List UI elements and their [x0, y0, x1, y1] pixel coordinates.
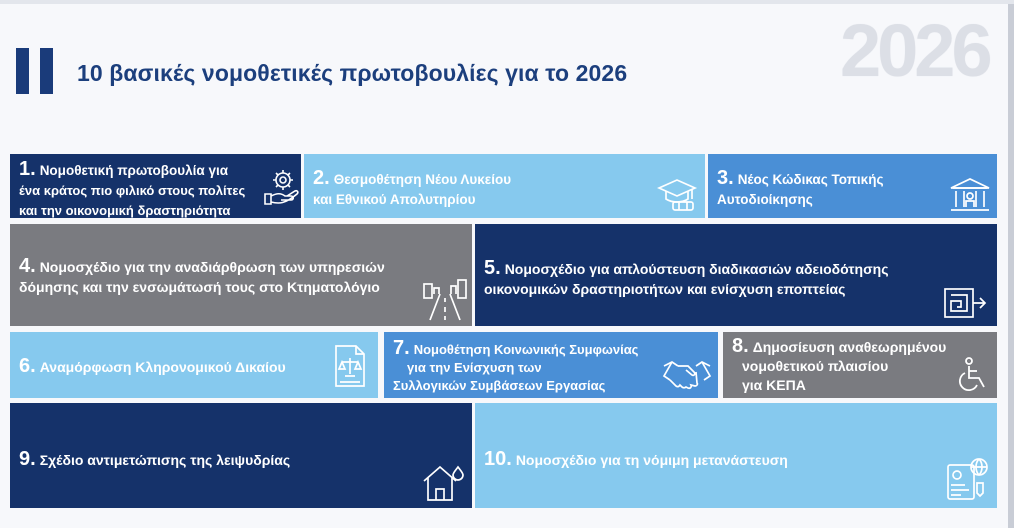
- initiative-tile-7: [384, 332, 718, 398]
- house-water-icon: [420, 461, 466, 503]
- initiative-number: 5.: [484, 257, 501, 279]
- initiative-tile-9: [10, 403, 472, 508]
- initiative-number: 7.: [393, 337, 410, 359]
- initiative-text: Αναμόρφωση Κληρονομικού Δικαίου: [39, 359, 286, 375]
- initiative-number: 6.: [19, 355, 36, 377]
- initiative-text: για την Ενίσχυση των: [407, 360, 542, 375]
- initiative-text: και Εθνικού Απολυτηρίου: [313, 192, 476, 207]
- initiative-text: Νομοσχέδιο για την αναδιάρθρωση των υπηρεσιών: [39, 259, 385, 275]
- initiative-text: Νομοθετική πρωτοβουλία για: [39, 163, 229, 178]
- initiative-text: Νέος Κώδικας Τοπικής: [737, 172, 884, 187]
- initiative-text: Σχέδιο αντιμετώπισης της λειψυδρίας: [39, 452, 291, 468]
- initiative-text: για ΚΕΠΑ: [742, 377, 806, 393]
- initiative-number: 3.: [717, 167, 734, 189]
- initiative-tile-10: [475, 403, 997, 508]
- initiative-text: Νομοθέτηση Κοινωνικής Συμφωνίας: [413, 342, 639, 357]
- initiative-number: 10.: [484, 448, 512, 470]
- initiative-number: 4.: [19, 255, 36, 277]
- initiative-tile-3: [708, 154, 997, 218]
- initiative-number: 2.: [313, 167, 330, 189]
- title-accent-bar-right: [40, 48, 53, 94]
- initiative-text: και την οικονομική δραστηριότητα: [19, 203, 231, 218]
- initiative-tile-5: [475, 224, 997, 326]
- initiative-text: Συλλογικών Συμβάσεων Εργασίας: [393, 378, 606, 393]
- initiative-text: Νομοσχέδιο για απλούστευση διαδικασιών αδειοδότησης: [504, 261, 889, 277]
- initiative-number: 1.: [19, 158, 36, 180]
- passport-icon: [945, 457, 991, 503]
- initiative-text: Αυτοδιοίκησης: [717, 192, 813, 207]
- handshake-icon: [662, 356, 712, 390]
- initiative-text: Θεσμοθέτηση Νέου Λυκείου: [333, 172, 512, 187]
- initiative-number: 8.: [732, 335, 749, 357]
- gear-hand-icon: [261, 168, 301, 208]
- initiative-text: οικονομικών δραστηριοτήτων και ενίσχυση εποπτείας: [484, 281, 846, 297]
- top-divider: [0, 0, 1014, 4]
- initiative-tile-1: [10, 154, 301, 218]
- initiative-text: ένα κράτος πιο φιλικό στους πολίτες: [19, 183, 246, 198]
- road-buildings-icon: [422, 278, 468, 322]
- title-accent-bar-left: [16, 48, 29, 94]
- page-title: 10 βασικές νομοθετικές πρωτοβουλίες για το 2026: [77, 60, 628, 86]
- initiative-text: δόμησης και την ενσωμάτωσή τους στο Κτηματολόγιο: [19, 279, 380, 295]
- town-hall-icon: [948, 176, 992, 214]
- initiative-text: Νομοσχέδιο για τη νόμιμη μετανάστευση: [515, 452, 788, 468]
- initiative-tile-6: [10, 332, 378, 398]
- maze-arrow-icon: [943, 286, 989, 320]
- initiative-text: νομοθετικού πλαισίου: [742, 358, 889, 374]
- initiative-tile-2: [304, 154, 705, 218]
- initiative-number: 9.: [19, 448, 36, 470]
- initiative-text: Δημοσίευση αναθεωρημένου: [752, 339, 947, 355]
- graduation-cap-icon: [657, 176, 699, 212]
- legal-document-icon: [330, 342, 370, 390]
- year-badge: 2026: [840, 9, 989, 92]
- wheelchair-icon: [955, 356, 991, 394]
- initiative-tile-4: [10, 224, 472, 326]
- initiative-tile-8: [723, 332, 997, 398]
